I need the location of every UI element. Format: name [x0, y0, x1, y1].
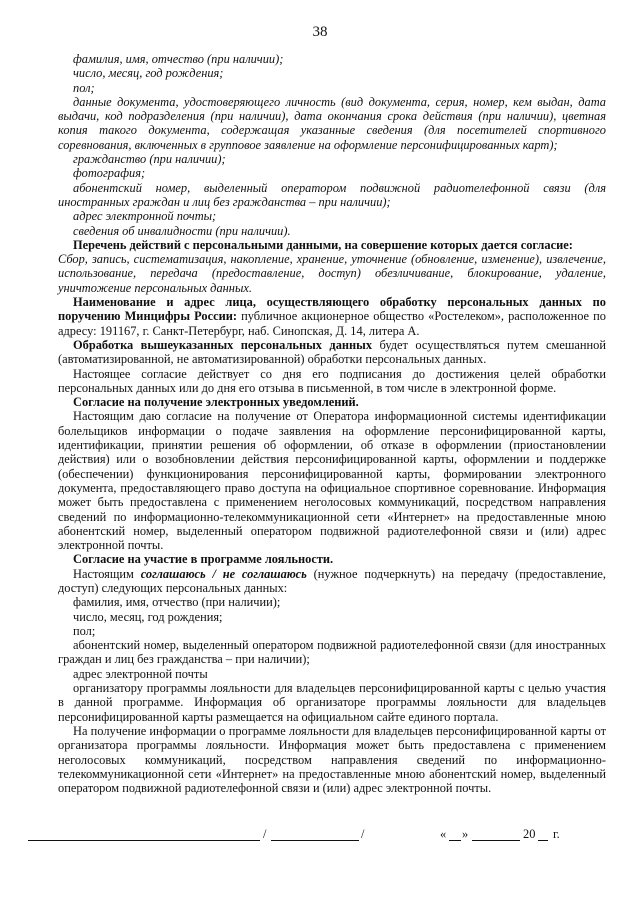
date-day-line[interactable] — [449, 840, 461, 841]
paragraph-text: пол; — [73, 623, 96, 638]
paragraph — [58, 209, 606, 223]
signature-slash-1: / — [263, 827, 267, 841]
paragraph-tail: будет осуществляться путем смешанной (автоматизированной, не автоматизированной) обработки персональных данных. — [58, 337, 606, 367]
paragraph-text: число, месяц, год рождения; — [73, 609, 223, 624]
signature-slash-2: / — [361, 827, 365, 841]
paragraph-text: фамилия, имя, отчество (при наличии); — [73, 595, 281, 610]
paragraph-text: гражданство (при наличии); — [73, 152, 226, 167]
paragraph — [58, 724, 606, 795]
paragraph — [58, 181, 606, 210]
paragraph-tail: (нужное подчеркнуть) на передачу (предоставление, доступ) следующих персональных данных: — [58, 566, 606, 595]
paragraph — [58, 395, 606, 409]
paragraph-tail: публичное акционерное общество «Ростелеком», расположенное по адресу: 191167, г. Санкт-Петербург, наб. Синопская, Д. 14, литера А. — [58, 309, 606, 338]
paragraph-text: Обработка вышеуказанных персональных данных — [73, 337, 373, 352]
paragraph-text: Настоящим — [73, 566, 134, 581]
paragraph-text: Настоящим даю согласие на получение от Оператора информационной системы идентификации болельщиков информации о подаче заявления на оформление персонифицированной карты, идентификации, принятии решения об оформлении, об отказе в оформлении (приостановлении действия) или о возобновлении действия персонифицированной карты, оформлении и поддержке (обеспечении) функционирования персонифицированной карты, формировании электронного документа, предоставляющего право доступа на официальное спортивное соревнование. Информация может быть предоставлена с применением неголосовых коммуникаций, посредством направления сведений по информационно-телекоммуникационной сети «Интернет» на предоставленные мною абонентский номер, выделенный оператором подвижной радиотелефонной связи и (или) адрес электронной почты. — [58, 409, 606, 553]
paragraph — [58, 681, 606, 724]
paragraph-text: На получение информации о программе лояльности для владельцев персонифицированной карты от организатора программы лояльности. Информация может быть предоставлена с применением неголосовых коммуникаций, посредством направления сведений по информационно-телекоммуникационной сети «Интернет» на предоставленные мною абонентский номер, выделенный оператором подвижной радиотелефонной связи и (или) адрес электронной почты. — [58, 723, 606, 796]
date-month-line[interactable] — [472, 840, 520, 841]
paragraph — [58, 624, 606, 638]
paragraph-text: абонентский номер, выделенный оператором подвижной радиотелефонной связи (для иностранных граждан и лиц без гражданства – при наличии); — [58, 180, 606, 209]
signature-line[interactable] — [28, 840, 260, 841]
name-line[interactable] — [271, 840, 359, 841]
paragraph — [58, 610, 606, 624]
paragraph-text: Сбор, запись, систематизация, накопление, хранение, уточнение (обновление, изменение), извлечение, использование, передача (предоставление, доступ) обезличивание, блокирование, удаление, уничтожение персональных данных. — [58, 252, 606, 295]
paragraph-text: Наименование и адрес лица, осуществляющего обработку персональных данных по поручению Минцифры России: — [58, 295, 606, 324]
paragraph-text: пол; — [73, 80, 95, 95]
paragraph-text: число, месяц, год рождения; — [73, 66, 224, 81]
document-body — [58, 52, 606, 795]
paragraph — [58, 238, 606, 252]
paragraph-text: Перечень действий с персональными данными, на совершение которых дается согласие: — [73, 237, 573, 252]
signature-row — [0, 827, 640, 845]
page-number: 38 — [312, 24, 328, 40]
paragraph — [58, 295, 606, 338]
paragraph — [58, 552, 606, 566]
paragraph — [58, 224, 606, 238]
paragraph — [58, 595, 606, 609]
paragraph — [58, 66, 606, 80]
paragraph-text: организатору программы лояльности для владельцев персонифицированной карты с целью участия в данной программе. Информация об организаторе программы лояльности для владельцев персонифицированной карты размещается на официальном сайте единого портала. — [58, 681, 606, 724]
paragraph — [58, 166, 606, 180]
paragraph — [58, 638, 606, 667]
paragraph-text: Согласие на участие в программе лояльности. — [73, 552, 334, 567]
paragraph-text: фамилия, имя, отчество (при наличии); — [73, 52, 284, 66]
date-close-quote: » — [462, 827, 469, 841]
paragraph — [58, 81, 606, 95]
paragraph — [58, 409, 606, 552]
paragraph-text: сведения об инвалидности (при наличии). — [73, 223, 291, 238]
paragraph — [58, 567, 606, 596]
paragraph-text: адрес электронной почты — [73, 666, 208, 681]
date-year-prefix: 20 — [523, 827, 536, 841]
date-open-quote: « — [440, 827, 447, 841]
date-year-suffix: г. — [553, 827, 560, 841]
paragraph — [58, 52, 606, 66]
paragraph-text: Согласие на получение электронных уведомлений. — [73, 395, 359, 410]
paragraph — [58, 152, 606, 166]
paragraph-text: абонентский номер, выделенный оператором подвижной радиотелефонной связи (для иностранных граждан и лиц без гражданства – при наличии); — [58, 638, 606, 667]
paragraph — [58, 95, 606, 152]
date-year-line[interactable] — [538, 840, 548, 841]
paragraph-text: данные документа, удостоверяющего личность (вид документа, серия, номер, кем выдан, дата выдачи, код подразделения (при наличии), дата окончания срока действия (при наличии), цветная копия такого документа, содержащая указанные сведения (для посетителей спортивного соревнования, включенных в групповое заявление на оформление персонифицированных карт); — [58, 94, 606, 152]
paragraph-text: адрес электронной почты; — [73, 209, 217, 224]
paragraph — [58, 367, 606, 396]
paragraph-emphasis: соглашаюсь / не соглашаюсь — [133, 566, 307, 581]
paragraph-text: Настоящее согласие действует со дня его подписания до достижения целей обработки персональных данных или до дня его отзыва в письменной, в том числе в электронной форме. — [58, 366, 606, 395]
paragraph — [58, 667, 606, 681]
paragraph — [58, 338, 606, 367]
paragraph — [58, 252, 606, 295]
paragraph-text: фотография; — [73, 166, 146, 181]
